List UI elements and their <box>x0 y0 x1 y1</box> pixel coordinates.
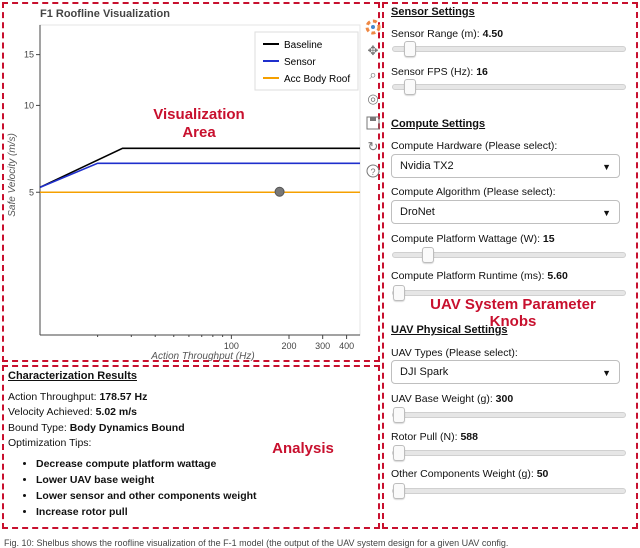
results-title: Characterization Results <box>8 370 137 382</box>
knobs-label-line2: Knobs <box>489 313 537 330</box>
uav-types-select[interactable]: DJI Spark ▼ <box>391 360 620 384</box>
compute-algorithm-select[interactable]: DroNet ▼ <box>391 200 620 224</box>
sensor-range-value: 4.50 <box>482 28 504 40</box>
sensor-settings-title: Sensor Settings <box>391 6 475 18</box>
visualization-area-label-2: Area <box>182 124 216 141</box>
tip-item: • Lower UAV base weight <box>36 474 257 486</box>
slider-handle[interactable] <box>422 247 434 263</box>
bound-row: Bound Type: Body Dynamics Bound <box>8 422 185 434</box>
y-axis-label: Safe Velocity (m/s) <box>7 133 18 217</box>
zoom-icon[interactable]: ⌕ <box>369 67 377 82</box>
tip-item: • Increase rotor pull <box>36 506 257 518</box>
rotor-pull-slider[interactable] <box>392 450 626 456</box>
sensor-fps-value: 16 <box>476 66 488 78</box>
x-tick-label: 400 <box>339 341 355 351</box>
x-tick-label: 200 <box>281 341 297 351</box>
bound-value: Body Dynamics Bound <box>69 422 185 434</box>
compute-runtime-label: Compute Platform Runtime (ms): 5.60 <box>391 270 568 282</box>
legend-baseline: Baseline <box>284 40 323 51</box>
figure-caption: Fig. 10: Shelbus shows the roofline visualization of the F-1 model (the output of the UAV system design for a given UAV config. <box>4 538 509 548</box>
compute-hardware-select[interactable]: Nvidia TX2 ▼ <box>391 154 620 178</box>
slider-handle[interactable] <box>393 483 405 499</box>
slider-handle[interactable] <box>393 445 405 461</box>
compute-wattage-value: 15 <box>542 233 555 245</box>
visualization-area-label-1: Visualization <box>153 106 245 123</box>
tips-label: Optimization Tips: <box>8 437 92 449</box>
sensor-fps-slider[interactable] <box>392 84 626 90</box>
uav-types-label: UAV Types (Please select): <box>391 347 518 359</box>
compute-hardware-label: Compute Hardware (Please select): <box>391 140 558 152</box>
chevron-down-icon: ▼ <box>602 208 611 218</box>
pan-icon[interactable]: ✥ <box>367 43 379 58</box>
y-tick-label: 5 <box>28 187 34 198</box>
other-weight-slider[interactable] <box>392 488 626 494</box>
tips-list <box>14 458 257 522</box>
legend <box>255 32 358 90</box>
save-icon[interactable] <box>364 114 382 132</box>
rotor-pull-label: Rotor Pull (N): 588 <box>391 431 478 443</box>
throughput-value: 178.57 Hz <box>99 391 148 403</box>
x-tick-label: 100 <box>223 341 239 351</box>
operating-point-marker[interactable] <box>275 187 284 196</box>
help-icon[interactable] <box>364 162 382 180</box>
slider-handle[interactable] <box>404 41 416 57</box>
uav-weight-value: 300 <box>495 393 514 405</box>
sensor-fps-label: Sensor FPS (Hz): 16 <box>391 66 488 78</box>
x-axis-label: Action Throughput (Hz) <box>151 351 255 362</box>
rotor-pull-value: 588 <box>460 431 478 443</box>
sensor-range-label: Sensor Range (m): 4.50 <box>391 28 504 40</box>
compute-algorithm-label: Compute Algorithm (Please select): <box>391 186 556 198</box>
wheel-zoom-icon[interactable]: ◎ <box>367 91 379 106</box>
sensor-range-slider[interactable] <box>392 46 626 52</box>
svg-text:?: ? <box>370 167 376 177</box>
slider-handle[interactable] <box>404 79 416 95</box>
legend-sensor: Sensor <box>284 57 316 68</box>
plot-toolbar <box>364 18 384 186</box>
knobs-label-line1: UAV System Parameter <box>430 296 596 313</box>
legend-acc-body-roof: Acc Body Roof <box>284 74 351 85</box>
bokeh-logo-icon[interactable] <box>364 18 382 36</box>
chevron-down-icon: ▼ <box>602 368 611 378</box>
compute-wattage-label: Compute Platform Wattage (W): 15 <box>391 233 555 245</box>
other-weight-value: 50 <box>536 468 549 480</box>
x-tick-label: 300 <box>315 341 331 351</box>
uav-weight-label: UAV Base Weight (g): 300 <box>391 393 514 405</box>
uav-weight-slider[interactable] <box>392 412 626 418</box>
compute-runtime-value: 5.60 <box>547 270 568 282</box>
compute-wattage-slider[interactable] <box>392 252 626 258</box>
chevron-down-icon: ▼ <box>602 162 611 172</box>
y-tick-label: 15 <box>23 49 34 60</box>
tip-item: • Lower sensor and other components weight <box>36 490 257 502</box>
tip-item: • Decrease compute platform wattage <box>36 458 257 470</box>
other-weight-label: Other Components Weight (g): 50 <box>391 468 549 480</box>
velocity-row: Velocity Achieved: 5.02 m/s <box>8 406 138 418</box>
reset-icon[interactable]: ↻ <box>367 139 379 154</box>
roofline-plot[interactable] <box>0 0 380 362</box>
compute-settings-title: Compute Settings <box>391 118 486 130</box>
uav-settings-title: UAV Physical Settings <box>391 324 508 336</box>
y-tick-label: 10 <box>23 100 34 111</box>
slider-handle[interactable] <box>393 407 405 423</box>
plot-title: F1 Roofline Visualization <box>40 8 170 20</box>
analysis-label: Analysis <box>272 440 334 457</box>
throughput-row: Action Throughput: 178.57 Hz <box>8 391 148 403</box>
velocity-value: 5.02 m/s <box>95 406 138 418</box>
